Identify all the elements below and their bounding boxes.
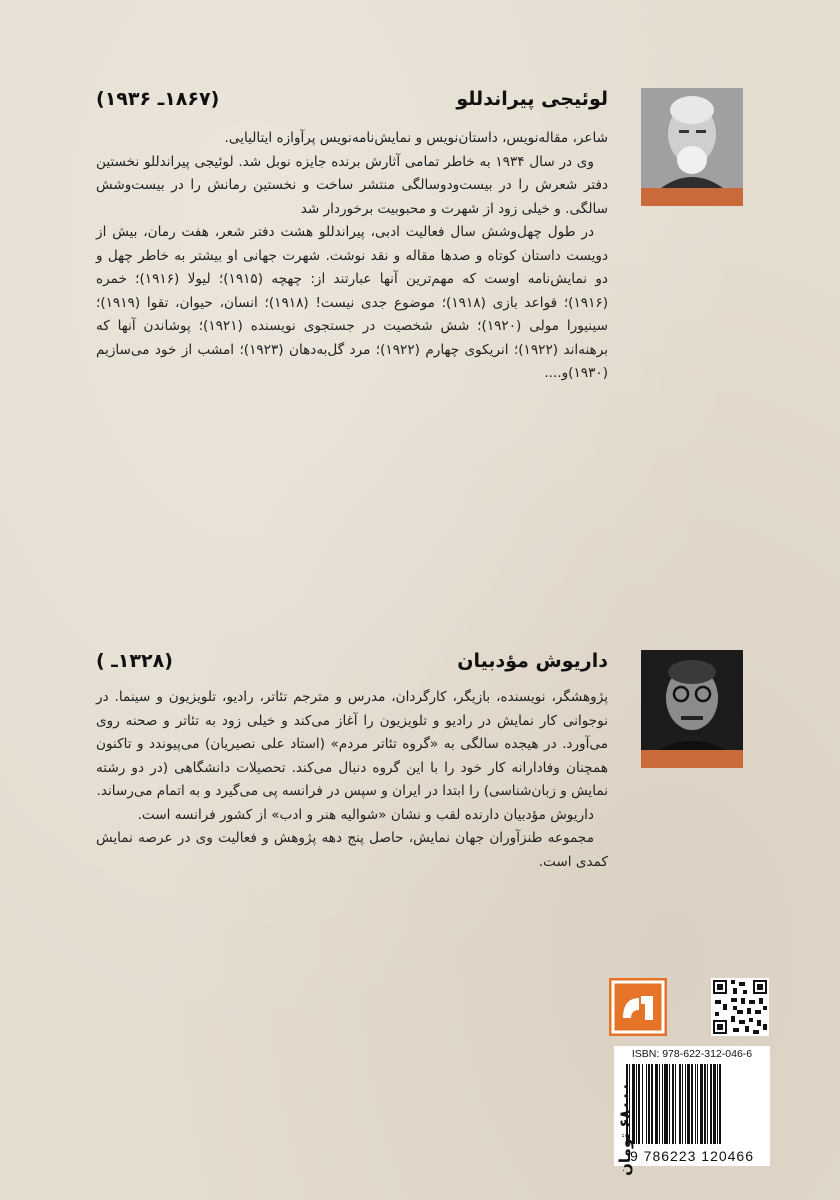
- author2-bio: [96, 686, 608, 874]
- barcode-number: 9 786223 120466: [630, 1148, 754, 1164]
- qr-code-icon: [711, 978, 769, 1036]
- author2-accent-bar: [641, 750, 743, 768]
- price-label: ۶۸۰۰۰ تومان: [616, 1082, 634, 1176]
- publisher-logo: [609, 978, 667, 1036]
- author1-bio-paragraph: در طول چهل‌وشش سال فعالیت ادبی، پیراندللو هشت دفتر شعر، هفت رمان، بیش از دویست داستان کوتاه و صدها مقاله و نقد نوشت. شهرت جهانی او بیشتر به خاطر چهل و دو نمایش‌نامه اوست که مهم‌ترین آنها عبارتند از: چهچه (۱۹۱۵)؛ لیولا (۱۹۱۶)؛ خمره (۱۹۱۶)؛ قواعد بازی (۱۹۱۸)؛ موضوع جدی نیست! (۱۹۱۸)؛ انسان، حیوان، تقوا (۱۹۱۹)؛ سینیورا مولی (۱۹۲۰)؛ شش شخصیت در جستجوی نویسنده (۱۹۲۱)؛ پوشاندن آنها که برهنه‌اند (۱۹۲۲)؛ انریکوی چهارم (۱۹۲۲)؛ مرد گل‌به‌دهان (۱۹۲۳)؛ امشب از خود می‌سازیم (۱۹۳۰)و....: [96, 224, 609, 381]
- author2-bio-paragraph: داریوش مؤدبیان دارنده لقب و نشان «شوالیه هنر و ادب» از کشور فرانسه است.: [137, 806, 594, 823]
- author1-title: [0, 88, 840, 114]
- author2-years: (۱۳۲۸ـ ): [96, 650, 173, 672]
- isbn-label: ISBN: 978-622-312-046-6: [631, 1048, 753, 1060]
- author1-years: (۱۸۶۷ـ ۱۹۳۶): [96, 88, 220, 110]
- publisher-logo-icon: [609, 978, 667, 1036]
- author1-accent-bar: [641, 188, 743, 206]
- qr-code: [711, 978, 769, 1036]
- author2-bio-paragraph: مجموعه طنزآوران جهان نمایش، حاصل پنج دهه پژوهش و فعالیت وی در عرصه نمایش کمدی است.: [96, 830, 608, 870]
- author1-bio: [96, 127, 608, 386]
- author1-bio-paragraph: شاعر، مقاله‌نویس، داستان‌نویس و نمایش‌نامه‌نویس پرآوازه ایتالیایی.: [224, 130, 608, 146]
- author1-bio-paragraph: وی در سال ۱۹۳۴ به خاطر تمامی آثارش برنده جایزه نوبل شد. لوئیجی پیراندللو نخستین دفتر شعرش را در بیست‌ودوسالگی منتشر ساخت و نخستین رمانش را در بیست‌وشش سالگی. و خیلی زود از شهرت و محبوبیت برخوردار شد: [96, 153, 608, 217]
- author2-name: داریوش مؤدبیان: [457, 650, 608, 672]
- author1-name: لوئیجی پیراندللو: [456, 88, 608, 110]
- author2-title: [0, 650, 840, 676]
- isbn-barcode: [614, 1046, 770, 1166]
- author2-bio-paragraph: پژوهشگر، نویسنده، بازیگر، کارگردان، مدرس و مترجم تئاتر، رادیو، تلویزیون و سینما. در نوجوانی کار نمایش در رادیو و تلویزیون را آغاز می‌کند و خیلی زود به تئاتر و صحنه روی می‌آورد. در هیجده سالگی به «گروه تئاتر مردم» (استاد علی نصیریان) می‌پیوندد و تاکنون همچنان وفادارانه کار خود را با این گروه دنبال می‌کند. تحصیلات دانشگاهی (در دو رشته نمایش و زبان‌شناسی) را ابتدا در ایران و سپس در فرانسه پی می‌گیرد و به اتمام می‌رساند.: [96, 689, 608, 799]
